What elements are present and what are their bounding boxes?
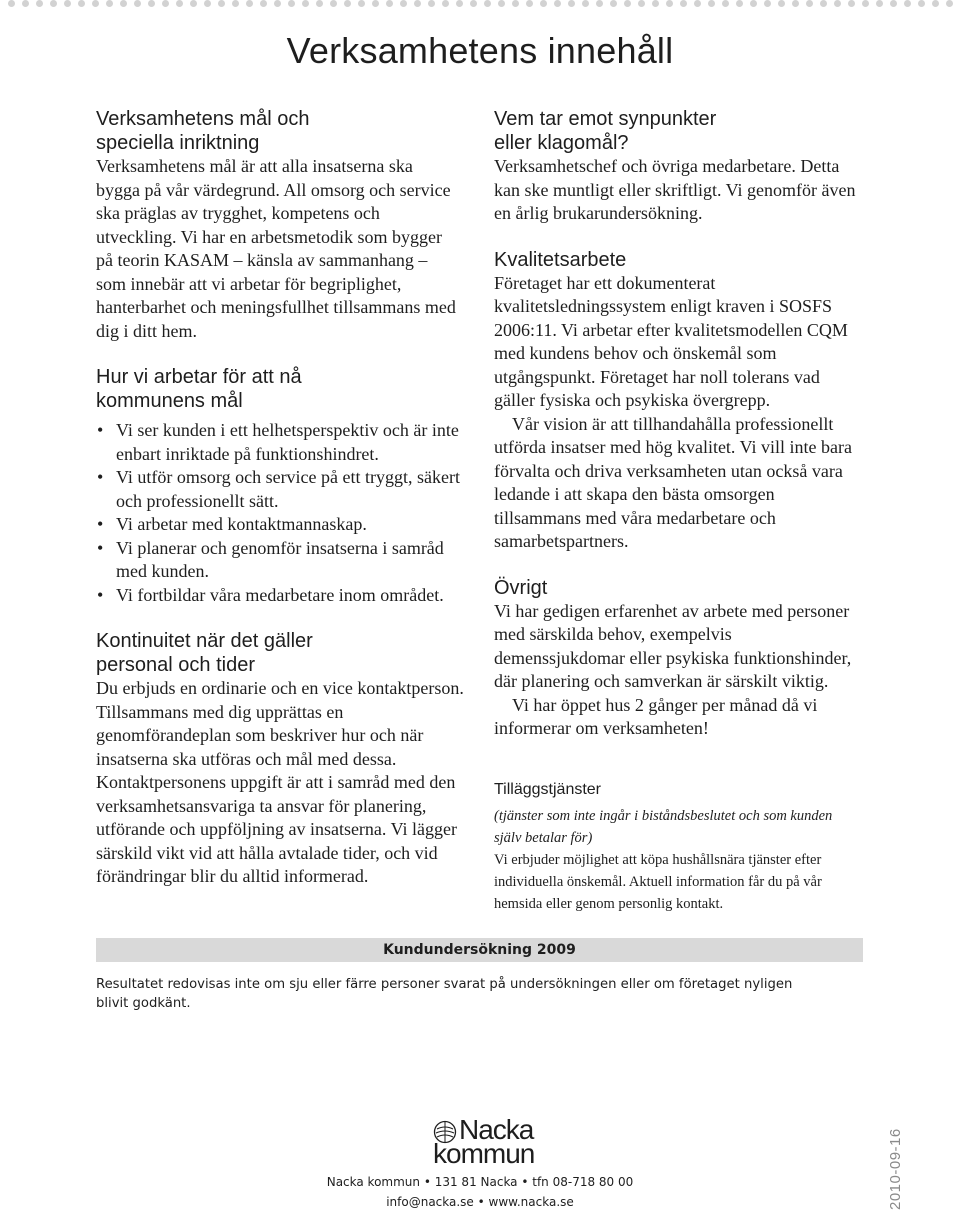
border-dot	[666, 0, 673, 7]
border-dot	[190, 0, 197, 7]
border-dot	[344, 0, 351, 7]
section-kvalitet-heading: Kvalitetsarbete	[494, 248, 627, 271]
logo-line-2: kommun	[433, 1138, 535, 1169]
border-dot	[64, 0, 71, 7]
border-dot	[302, 0, 309, 7]
border-dot	[176, 0, 183, 7]
border-dot	[764, 0, 771, 7]
section-mal-heading: Verksamhetens mål och speciella inriktning	[96, 108, 310, 154]
section-kvalitet	[494, 248, 874, 554]
footer-contact-line-1: Nacka kommun • 131 81 Nacka • tfn 08-718 80 00	[326, 1175, 634, 1189]
border-dot	[834, 0, 841, 7]
section-kontinuitet	[96, 629, 476, 889]
border-dot	[92, 0, 99, 7]
section-hur	[96, 365, 476, 607]
border-dot	[694, 0, 701, 7]
bullet-icon: •	[97, 584, 104, 605]
section-tillagg-text: Vi erbjuder möjlighet att köpa hushållsnära tjänster efter individuella önskemål. Aktuell information får du på vår hemsida eller genom personlig kontakt.	[494, 851, 822, 912]
section-ovrigt-text-2: Vi har öppet hus 2 gånger per månad då vi informerar om verksamheten!	[494, 694, 818, 738]
border-dot	[932, 0, 939, 7]
border-dot	[106, 0, 113, 7]
bullet-icon: •	[97, 420, 104, 440]
list-item	[96, 584, 476, 608]
border-dot	[610, 0, 617, 7]
section-mal-text: Verksamhetens mål är att alla insatserna ska bygga på vår värdegrund. All omsorg och service ska präglas av trygghet, kompetens och utveckling. Vi har en arbetsmetodik som bygger på teorin KASAM – känsla av sammanhang – som innebär att vi arbetar för begriplighet, hanterbarhet och meningsfullhet tillsammans med dig i ditt hem.	[96, 156, 456, 341]
border-dot	[162, 0, 169, 7]
border-dot	[400, 0, 407, 7]
border-dot	[358, 0, 365, 7]
survey-text: Resultatet redovisas inte om sju eller färre personer svarat på undersökningen eller om företaget nyligen blivit godkänt.	[96, 977, 793, 1011]
border-dot	[260, 0, 267, 7]
border-dot	[526, 0, 533, 7]
logo-line-1: Nacka	[459, 1114, 534, 1145]
border-dot	[414, 0, 421, 7]
border-dot	[470, 0, 477, 7]
list-item-text: Vi utför omsorg och service på ett tryggt, säkert och professionellt sätt.	[116, 467, 460, 511]
date-stamp: 2010-09-16	[887, 1128, 904, 1210]
section-tillagg-note: (tjänster som inte ingår i biståndsbeslutet och som kunden själv betalar för)	[494, 807, 833, 846]
list-item	[96, 513, 476, 537]
border-dot	[484, 0, 491, 7]
list-item	[96, 537, 476, 584]
border-dot	[596, 0, 603, 7]
border-dot	[372, 0, 379, 7]
border-dot	[568, 0, 575, 7]
bullet-icon: •	[97, 514, 104, 534]
section-kvalitet-text: Företaget har ett dokumenterat kvalitetsledningssystem enligt kraven i SOSFS 2006:11. Vi arbetar efter kvalitetsmodellen CQM med kundens behov och önskemål som utgångspunkt. Företaget har noll tolerans vad gäller fysiska och psykiska övergrepp.	[494, 272, 848, 410]
border-dot	[624, 0, 631, 7]
left-column	[96, 107, 476, 889]
border-dot	[120, 0, 127, 7]
border-dot	[848, 0, 855, 7]
footer-contact-line-2: info@nacka.se • www.nacka.se	[386, 1195, 574, 1209]
list-item	[96, 466, 476, 513]
border-dot	[330, 0, 337, 7]
section-tillagg	[494, 779, 874, 915]
border-dot	[582, 0, 589, 7]
section-synpunkter-heading: Vem tar emot synpunkter eller klagomål?	[494, 108, 717, 154]
section-ovrigt-text: Vi har gedigen erfarenhet av arbete med personer med särskilda behov, exempelvis demenssjukdomar eller psykiska funktionshinder, där planering och samverkan är särskilt viktig.	[494, 600, 852, 691]
border-dot	[890, 0, 897, 7]
border-dot	[232, 0, 239, 7]
list-item-text: Vi arbetar med kontaktmannaskap.	[116, 514, 367, 534]
top-dot-border	[8, 0, 953, 8]
list-item-text: Vi planerar och genomför insatserna i samråd med kunden.	[116, 537, 444, 581]
border-dot	[736, 0, 743, 7]
border-dot	[36, 0, 43, 7]
section-ovrigt	[494, 576, 874, 741]
border-dot	[512, 0, 519, 7]
border-dot	[554, 0, 561, 7]
border-dot	[218, 0, 225, 7]
bullet-icon: •	[97, 467, 104, 487]
nacka-logo	[433, 1114, 543, 1170]
border-dot	[904, 0, 911, 7]
section-hur-heading: Hur vi arbetar för att nå kommunens mål	[96, 366, 302, 412]
survey-heading-bar: Kundundersökning 2009	[96, 938, 863, 962]
footer-contact	[0, 1172, 960, 1212]
border-dot	[792, 0, 799, 7]
border-dot	[806, 0, 813, 7]
border-dot	[204, 0, 211, 7]
border-dot	[498, 0, 505, 7]
border-dot	[288, 0, 295, 7]
border-dot	[722, 0, 729, 7]
border-dot	[820, 0, 827, 7]
border-dot	[134, 0, 141, 7]
goal-list	[96, 419, 476, 607]
border-dot	[708, 0, 715, 7]
right-column	[494, 107, 874, 915]
border-dot	[918, 0, 925, 7]
border-dot	[316, 0, 323, 7]
bullet-icon: •	[97, 537, 104, 558]
border-dot	[456, 0, 463, 7]
border-dot	[274, 0, 281, 7]
section-kontinuitet-text: Du erbjuds en ordinarie och en vice kontaktperson. Tillsammans med dig upprättas en genomförandeplan som beskriver hur och när insatserna ska utföras och mål med dessa. Kontaktpersonens uppgift är att i samråd med den verksamhetsansvariga ta ansvar för planering, utförande och uppföljning av insatserna. Vi lägger särskild vikt vid att hålla avtalade tider, och vid förändringar blir du alltid informerad.	[96, 678, 464, 886]
list-item-text: Vi fortbildar våra medarbetare inom området.	[116, 584, 444, 605]
border-dot	[8, 0, 15, 7]
border-dot	[78, 0, 85, 7]
section-synpunkter	[494, 107, 874, 226]
section-kontinuitet-heading: Kontinuitet när det gäller personal och tider	[96, 630, 313, 676]
border-dot	[442, 0, 449, 7]
logo-text	[433, 1114, 543, 1169]
section-tillagg-heading: Tilläggstjänster	[494, 780, 602, 798]
border-dot	[778, 0, 785, 7]
border-dot	[22, 0, 29, 7]
section-mal	[96, 107, 476, 343]
border-dot	[148, 0, 155, 7]
border-dot	[50, 0, 57, 7]
border-dot	[638, 0, 645, 7]
border-dot	[680, 0, 687, 7]
border-dot	[246, 0, 253, 7]
border-dot	[946, 0, 953, 7]
list-item	[96, 419, 476, 466]
border-dot	[540, 0, 547, 7]
border-dot	[428, 0, 435, 7]
list-item-text: Vi ser kunden i ett helhetsperspektiv och är inte enbart inriktade på funktionshindret.	[116, 420, 459, 464]
section-ovrigt-heading: Övrigt	[494, 576, 548, 599]
section-synpunkter-text: Verksamhetschef och övriga medarbetare. Detta kan ske muntligt eller skriftligt. Vi genomför även en årlig brukarundersökning.	[494, 156, 856, 223]
section-kvalitet-text-2: Vår vision är att tillhandahålla professionellt utförda insatser med hög kvalitet. Vi vill inte bara förvalta och driva verksamheten utan också vara ledande i att skapa den bästa omsorgen tillsammans med våra medarbetare och samarbetspartners.	[494, 413, 852, 551]
border-dot	[862, 0, 869, 7]
border-dot	[386, 0, 393, 7]
border-dot	[652, 0, 659, 7]
page-title: Verksamhetens innehåll	[286, 30, 674, 71]
border-dot	[750, 0, 757, 7]
border-dot	[876, 0, 883, 7]
